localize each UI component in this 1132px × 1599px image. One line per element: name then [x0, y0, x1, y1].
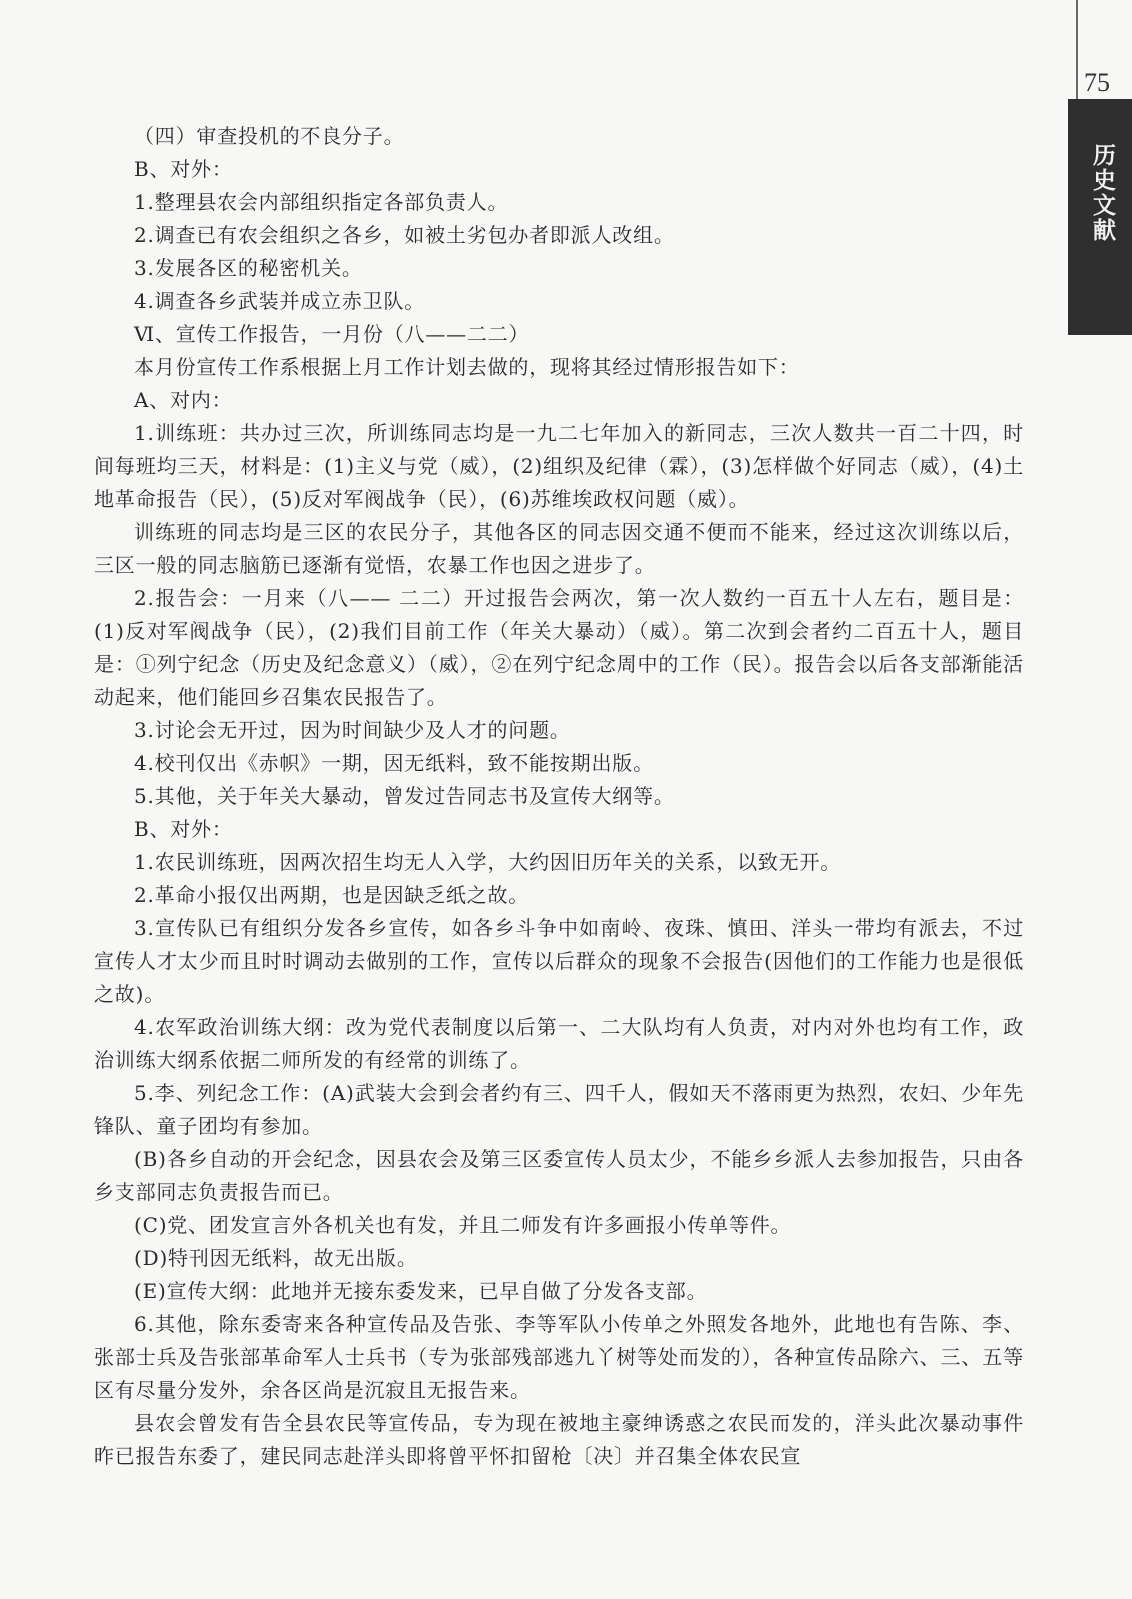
paragraph: 本月份宣传工作系根据上月工作计划去做的，现将其经过情形报告如下：	[134, 355, 800, 379]
paragraph: 4.调查各乡武装并成立赤卫队。	[134, 289, 426, 313]
section-heading: Ⅵ、宣传工作报告，一月份（八——二二）	[134, 322, 530, 346]
paragraph: 县农会曾发有告全县农民等宣传品，专为现在被地主豪绅诱惑之农民而发的，洋头此次暴动事件昨已报告东委了，建民同志赴洋头即将曾平怀扣留枪〔决〕并召集全体农民宣	[94, 1411, 1024, 1468]
paragraph: (C)党、团发宣言外各机关也有发，并且二师发有许多画报小传单等件。	[134, 1213, 792, 1237]
paragraph: (D)特刊因无纸料，故无出版。	[134, 1246, 418, 1270]
paragraph: 3.发展各区的秘密机关。	[134, 256, 363, 280]
page-number: 75	[1084, 68, 1110, 97]
paragraph: 5.其他，关于年关大暴动，曾发过告同志书及宣传大纲等。	[134, 784, 675, 808]
document-body	[94, 120, 1024, 1473]
paragraph: 2.革命小报仅出两期，也是因缺乏纸之故。	[134, 883, 530, 907]
paragraph: (E)宣传大纲：此地并无接东委发来，已早自做了分发各支部。	[134, 1279, 708, 1303]
paragraph: 3.宣传队已有组织分发各乡宣传，如各乡斗争中如南岭、夜珠、慎田、洋头一带均有派去，不过宣传人才太少而且时时调动去做别的工作，宣传以后群众的现象不会报告(因他们的工作能力也是很低之故)。	[94, 916, 1024, 1006]
paragraph: 4.农军政治训练大纲：改为党代表制度以后第一、二大队均有人负责，对内对外也均有工作，政治训练大纲系依据二师所发的有经常的训练了。	[94, 1015, 1024, 1072]
paragraph: 训练班的同志均是三区的农民分子，其他各区的同志因交通不便而不能来，经过这次训练以后，三区一般的同志脑筋已逐渐有觉悟，农暴工作也因之进步了。	[94, 520, 1024, 577]
paragraph: （四）审查投机的不良分子。	[134, 124, 405, 148]
paragraph: 3.讨论会无开过，因为时间缺少及人才的问题。	[134, 718, 571, 742]
paragraph: 1.整理县农会内部组织指定各部负责人。	[134, 190, 509, 214]
paragraph: B、对外：	[134, 817, 233, 841]
paragraph: A、对内：	[134, 388, 233, 412]
paragraph: 5.李、列纪念工作：(A)武装大会到会者约有三、四千人，假如天不落雨更为热烈，农妇、少年先锋队、童子团均有参加。	[94, 1081, 1024, 1138]
paragraph: (B)各乡自动的开会纪念，因县农会及第三区委宣传人员太少，不能乡乡派人去参加报告，只由各乡支部同志负责报告而已。	[94, 1147, 1024, 1204]
paragraph: 1.训练班：共办过三次，所训练同志均是一九二七年加入的新同志，三次人数共一百二十四，时间每班均三天，材料是：(1)主义与党（威），(2)组织及纪律（霖），(3)怎样做个好同志（威），(4)土地革命报告（民），(5)反对军阀战争（民），(6)苏维埃政权问题（威）。	[94, 421, 1024, 511]
paragraph: 6.其他，除东委寄来各种宣传品及告张、李等军队小传单之外照发各地外，此地也有告陈、李、张部士兵及告张部革命军人士兵书（专为张部残部逃九丫树等处而发的），各种宣传品除六、三、五等区有尽量分发外，余各区尚是沉寂且无报告来。	[94, 1312, 1024, 1402]
paragraph: B、对外：	[134, 157, 233, 181]
paragraph: 4.校刊仅出《赤帜》一期，因无纸料，致不能按期出版。	[134, 751, 654, 775]
section-tab-label: 历史文献	[1089, 143, 1115, 243]
paragraph: 1.农民训练班，因两次招生均无人入学，大约因旧历年关的关系，以致无开。	[134, 850, 842, 874]
paragraph: 2.调查已有农会组织之各乡，如被土劣包办者即派人改组。	[134, 223, 675, 247]
paragraph: 2.报告会：一月来（八—— 二二）开过报告会两次，第一次人数约一百五十人左右，题目是：(1)反对军阀战争（民），(2)我们目前工作（年关大暴动）（威）。第二次到会者约二百五十人，题目是：①列宁纪念（历史及纪念意义）（威），②在列宁纪念周中的工作（民）。报告会以后各支部渐能活动起来，他们能回乡召集农民报告了。	[94, 586, 1024, 709]
